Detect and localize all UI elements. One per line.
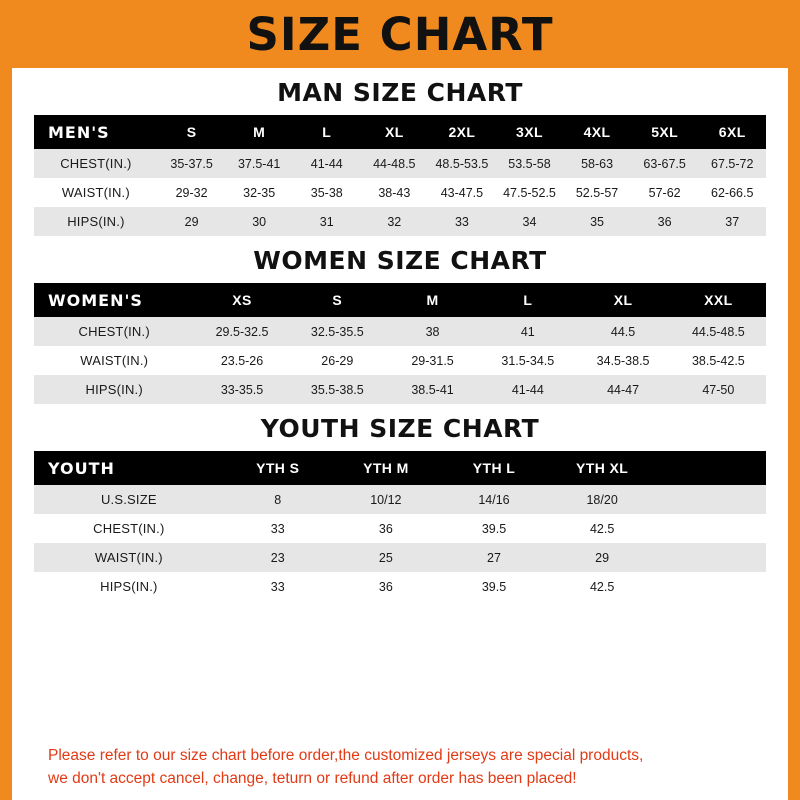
man-hips-4xl: 35: [563, 207, 631, 236]
man-section-title: MAN SIZE CHART: [277, 78, 523, 107]
youth-waist-xl: 29: [548, 543, 656, 572]
women-hips-xl: 44-47: [575, 375, 670, 404]
youth-chest-spacer: [656, 514, 766, 543]
man-size-table: [34, 115, 766, 236]
women-header-xl: XL: [575, 283, 670, 317]
women-chest-s: 32.5-35.5: [290, 317, 385, 346]
table-row: [34, 149, 766, 178]
youth-hips-l: 39.5: [440, 572, 548, 601]
man-header-s: S: [158, 115, 226, 149]
man-chest-5xl: 63-67.5: [631, 149, 699, 178]
youth-row-chest-label: CHEST(IN.): [34, 514, 224, 543]
youth-row-waist-label: WAIST(IN.): [34, 543, 224, 572]
man-row-hips-label: HIPS(IN.): [34, 207, 158, 236]
chart-content: [12, 68, 788, 800]
man-chest-xl: 44-48.5: [361, 149, 429, 178]
youth-chest-m: 36: [332, 514, 440, 543]
table-row: [34, 317, 766, 346]
youth-hips-xl: 42.5: [548, 572, 656, 601]
women-chest-xxl: 44.5-48.5: [671, 317, 766, 346]
table-row: [34, 572, 766, 601]
man-chest-6xl: 67.5-72: [698, 149, 766, 178]
women-waist-s: 26-29: [290, 346, 385, 375]
man-waist-6xl: 62-66.5: [698, 178, 766, 207]
women-hips-xxl: 47-50: [671, 375, 766, 404]
youth-header-m: YTH M: [332, 451, 440, 485]
table-header-row: [34, 283, 766, 317]
footer-line-2: we don't accept cancel, change, teturn or refund after order has been placed!: [48, 769, 577, 787]
women-waist-xl: 34.5-38.5: [575, 346, 670, 375]
man-header-m: M: [225, 115, 293, 149]
page-title: SIZE CHART: [246, 7, 554, 61]
table-row: [34, 178, 766, 207]
youth-header-s: YTH S: [224, 451, 332, 485]
man-hips-5xl: 36: [631, 207, 699, 236]
table-row: [34, 543, 766, 572]
man-table-head: [34, 115, 766, 149]
man-waist-3xl: 47.5-52.5: [496, 178, 564, 207]
man-chest-4xl: 58-63: [563, 149, 631, 178]
youth-size-table: [34, 451, 766, 601]
women-header-xs: XS: [194, 283, 289, 317]
man-header-xl: XL: [361, 115, 429, 149]
youth-row-hips-label: HIPS(IN.): [34, 572, 224, 601]
man-chest-s: 35-37.5: [158, 149, 226, 178]
youth-hips-s: 33: [224, 572, 332, 601]
page-banner: [0, 0, 800, 68]
man-hips-6xl: 37: [698, 207, 766, 236]
women-chest-m: 38: [385, 317, 480, 346]
women-table-body: [34, 317, 766, 404]
table-row: [34, 207, 766, 236]
youth-ussize-xl: 18/20: [548, 485, 656, 514]
man-waist-2xl: 43-47.5: [428, 178, 496, 207]
women-waist-xs: 23.5-26: [194, 346, 289, 375]
women-header-s: S: [290, 283, 385, 317]
man-hips-s: 29: [158, 207, 226, 236]
table-header-row: [34, 451, 766, 485]
youth-row-ussize-label: U.S.SIZE: [34, 485, 224, 514]
footer-disclaimer: [34, 739, 766, 800]
youth-ussize-spacer: [656, 485, 766, 514]
youth-header-xl: YTH XL: [548, 451, 656, 485]
youth-header-label: YOUTH: [34, 451, 224, 485]
youth-waist-m: 25: [332, 543, 440, 572]
man-header-label: MEN'S: [34, 115, 158, 149]
women-row-hips-label: HIPS(IN.): [34, 375, 194, 404]
women-hips-l: 41-44: [480, 375, 575, 404]
youth-table-body: [34, 485, 766, 601]
man-header-3xl: 3XL: [496, 115, 564, 149]
man-chest-l: 41-44: [293, 149, 361, 178]
man-waist-s: 29-32: [158, 178, 226, 207]
youth-hips-spacer: [656, 572, 766, 601]
youth-ussize-s: 8: [224, 485, 332, 514]
women-header-m: M: [385, 283, 480, 317]
women-row-waist-label: WAIST(IN.): [34, 346, 194, 375]
man-waist-m: 32-35: [225, 178, 293, 207]
man-header-2xl: 2XL: [428, 115, 496, 149]
youth-chest-l: 39.5: [440, 514, 548, 543]
women-chest-l: 41: [480, 317, 575, 346]
youth-header-spacer: [656, 451, 766, 485]
women-chest-xs: 29.5-32.5: [194, 317, 289, 346]
youth-chest-xl: 42.5: [548, 514, 656, 543]
youth-table-head: [34, 451, 766, 485]
women-header-xxl: XXL: [671, 283, 766, 317]
man-header-5xl: 5XL: [631, 115, 699, 149]
table-row: [34, 514, 766, 543]
youth-chest-s: 33: [224, 514, 332, 543]
women-chest-xl: 44.5: [575, 317, 670, 346]
man-chest-2xl: 48.5-53.5: [428, 149, 496, 178]
women-waist-m: 29-31.5: [385, 346, 480, 375]
man-waist-l: 35-38: [293, 178, 361, 207]
man-hips-3xl: 34: [496, 207, 564, 236]
youth-section-title: YOUTH SIZE CHART: [260, 414, 540, 443]
man-waist-4xl: 52.5-57: [563, 178, 631, 207]
table-row: [34, 375, 766, 404]
man-header-6xl: 6XL: [698, 115, 766, 149]
women-row-chest-label: CHEST(IN.): [34, 317, 194, 346]
man-header-l: L: [293, 115, 361, 149]
man-row-waist-label: WAIST(IN.): [34, 178, 158, 207]
man-chest-m: 37.5-41: [225, 149, 293, 178]
women-waist-l: 31.5-34.5: [480, 346, 575, 375]
man-hips-xl: 32: [361, 207, 429, 236]
man-waist-5xl: 57-62: [631, 178, 699, 207]
man-row-chest-label: CHEST(IN.): [34, 149, 158, 178]
women-table-head: [34, 283, 766, 317]
women-size-table: [34, 283, 766, 404]
man-table-body: [34, 149, 766, 236]
youth-waist-spacer: [656, 543, 766, 572]
women-hips-m: 38.5-41: [385, 375, 480, 404]
youth-header-l: YTH L: [440, 451, 548, 485]
youth-waist-l: 27: [440, 543, 548, 572]
women-waist-xxl: 38.5-42.5: [671, 346, 766, 375]
women-hips-xs: 33-35.5: [194, 375, 289, 404]
youth-ussize-m: 10/12: [332, 485, 440, 514]
youth-hips-m: 36: [332, 572, 440, 601]
footer-line-1: Please refer to our size chart before order,the customized jerseys are special products,: [48, 747, 644, 765]
women-hips-s: 35.5-38.5: [290, 375, 385, 404]
youth-waist-s: 23: [224, 543, 332, 572]
man-header-4xl: 4XL: [563, 115, 631, 149]
table-row: [34, 346, 766, 375]
women-section-title: WOMEN SIZE CHART: [253, 246, 547, 275]
man-chest-3xl: 53.5-58: [496, 149, 564, 178]
man-hips-2xl: 33: [428, 207, 496, 236]
youth-ussize-l: 14/16: [440, 485, 548, 514]
women-header-l: L: [480, 283, 575, 317]
man-hips-l: 31: [293, 207, 361, 236]
man-hips-m: 30: [225, 207, 293, 236]
women-header-label: WOMEN'S: [34, 283, 194, 317]
table-row: [34, 485, 766, 514]
man-waist-xl: 38-43: [361, 178, 429, 207]
layout-spacer: [34, 601, 766, 739]
table-header-row: [34, 115, 766, 149]
